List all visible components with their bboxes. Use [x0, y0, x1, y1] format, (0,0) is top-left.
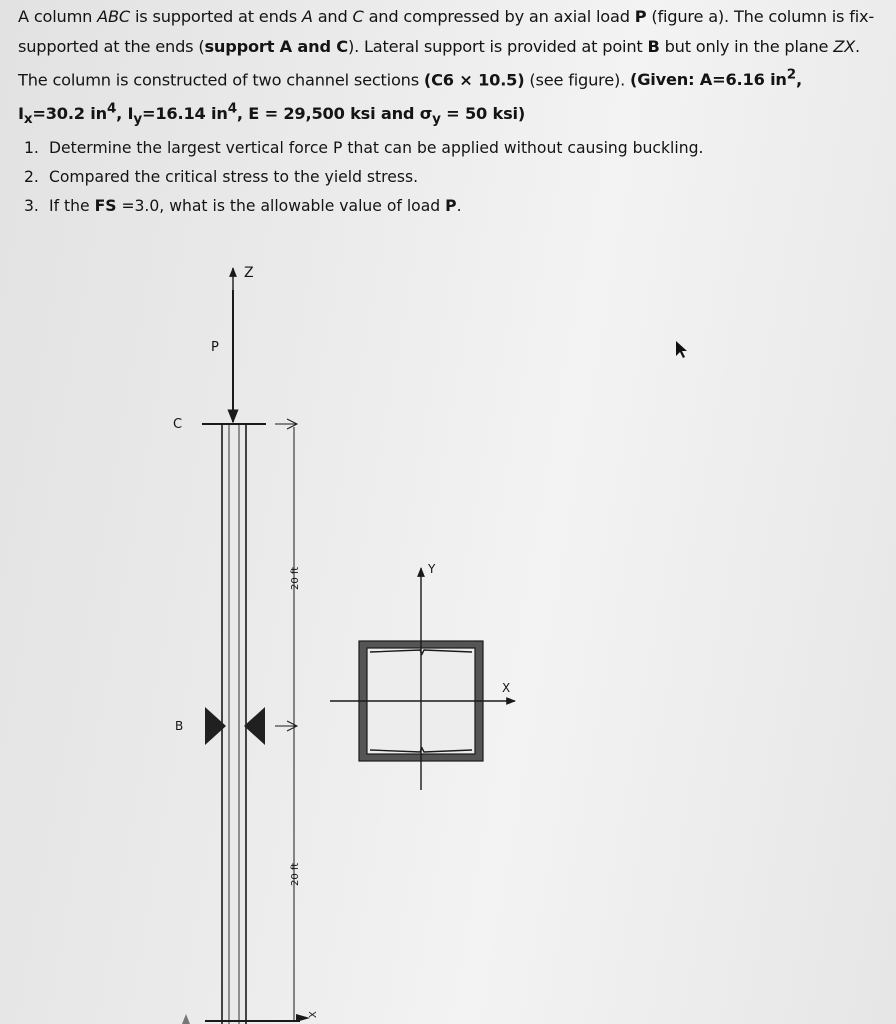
text: but only in the plane	[659, 36, 834, 56]
end-a: A	[301, 7, 313, 26]
z-axis	[233, 265, 254, 395]
text: ). Lateral support is provided at point	[347, 36, 648, 56]
text: A column	[18, 7, 98, 26]
load-p-arrow	[211, 290, 233, 422]
end-c: C	[352, 7, 364, 26]
given-properties: $I_x=30.2$ $in^4$, $I_y=16.14$ $in^4$, E = 29,500 ksi and $\sigma_y = 50$ ksi)	[18, 100, 526, 128]
given-area: (Given: A=6.16 $in^2$,	[630, 67, 802, 90]
question-2: 2. Compared the critical stress to the yield stress.	[24, 168, 419, 186]
supports: support A and C	[204, 36, 348, 56]
point-b: B	[647, 36, 660, 56]
load-p-label: P	[211, 340, 219, 355]
point-c-label: C	[173, 417, 183, 432]
text: (figure a). The column is fix-supported at the ends (	[18, 7, 875, 56]
dimension-line	[275, 419, 319, 1022]
y-axis-label: Y	[428, 562, 436, 576]
text: is supported at ends	[130, 7, 302, 26]
upper-span-label: 20 ft	[290, 566, 301, 590]
z-axis-label: Z	[244, 265, 254, 281]
point-b-label: B	[175, 719, 184, 733]
support-c	[173, 417, 266, 432]
column-name: ABC	[97, 7, 131, 26]
text: . The column is constructed of two channel sections	[18, 36, 860, 90]
x-axis-label: X	[502, 681, 511, 695]
plane-zx: ZX	[833, 36, 856, 56]
question-3: 3. If the FS =3.0, what is the allowable value of load P.	[24, 197, 462, 215]
lateral-support-b	[175, 707, 265, 745]
cross-section	[330, 562, 515, 790]
question-1: 1. Determine the largest vertical force P that can be applied without causing buckling.	[24, 139, 704, 157]
text: (see figure).	[524, 70, 630, 90]
lower-span-label: 20 ft	[290, 862, 301, 886]
column-abc	[222, 425, 246, 1024]
bottom-x-label: X	[308, 1011, 319, 1018]
load-p: P	[634, 7, 647, 26]
section-designation: (C6 × 10.5)	[423, 70, 525, 90]
text: and	[312, 7, 353, 26]
text: and compressed by an axial load	[363, 7, 635, 26]
mouse-cursor-icon	[676, 341, 687, 358]
